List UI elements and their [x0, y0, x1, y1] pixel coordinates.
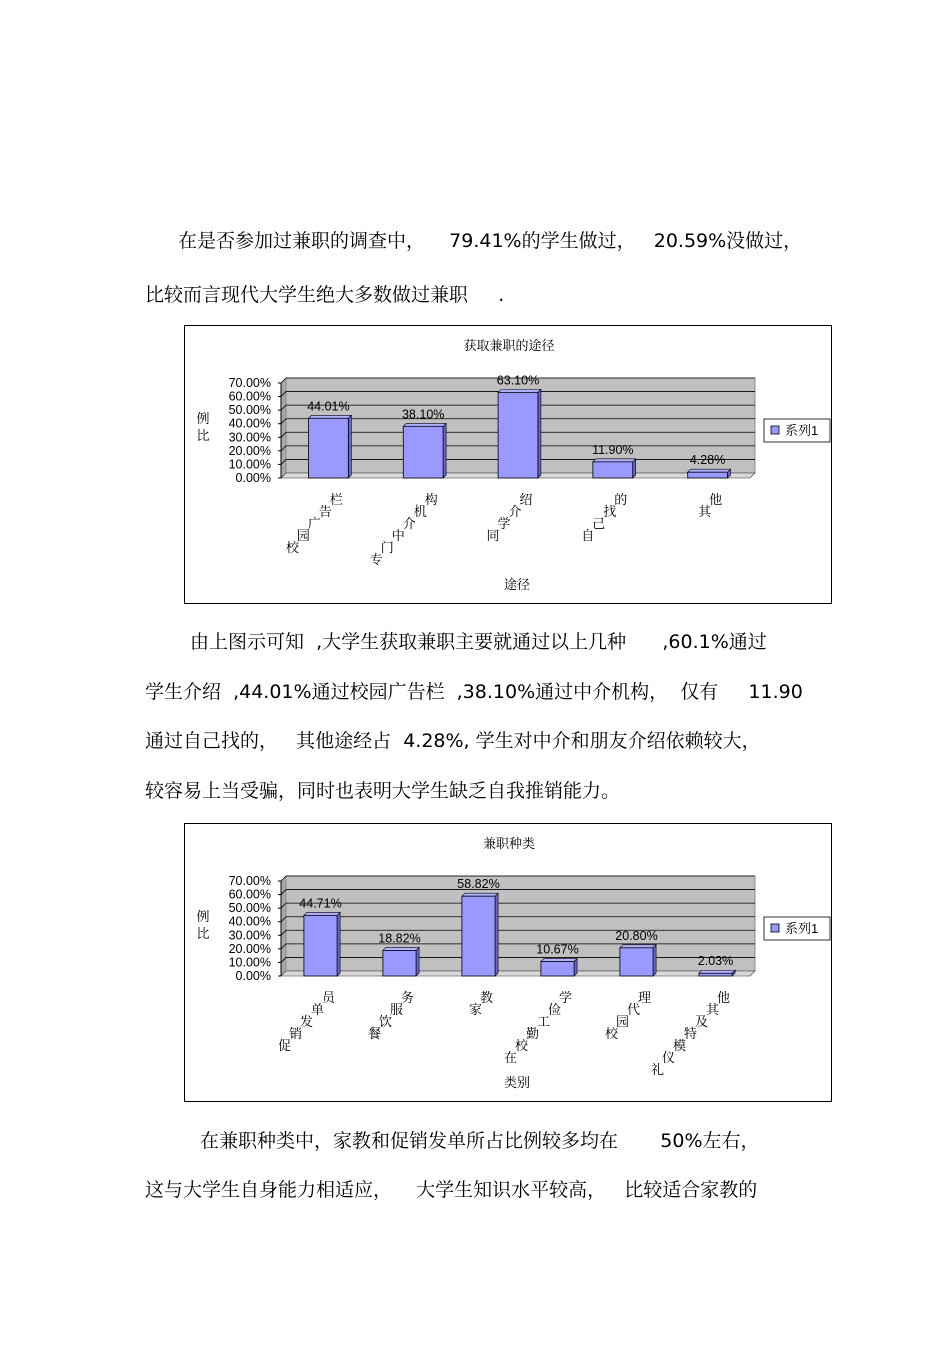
chart0-y-tick-label: 20.00%: [228, 443, 271, 458]
chart0-ylabel-char: 比: [196, 428, 210, 443]
chart0-category-label: 其他: [698, 492, 723, 519]
chart0-data-label: 38.10%: [401, 407, 445, 422]
chart1-xlabel: 类别: [503, 1075, 531, 1090]
chart1-ylabel-char: 比: [196, 926, 210, 941]
chart1-data-label: 2.03%: [697, 954, 734, 969]
chart1-category-label: 在校勤工俭学: [503, 990, 573, 1065]
chart1-bar-top: [383, 947, 419, 950]
chart1-data-label: 18.82%: [378, 931, 421, 946]
paragraph-3-line-2: 这与大学生自身能力相适应， 大学生知识水平较高， 比较适合家教的: [145, 1179, 758, 1201]
chart0-bar: [688, 472, 728, 478]
chart0-title: 获取兼职的途径: [463, 338, 555, 353]
chart1-data-label: 58.82%: [457, 877, 500, 892]
chart1-category-label: 家教: [468, 990, 494, 1017]
paragraph-2-line-4: 较容易上当受骗，同时也表明大学生缺乏自我推销能力。: [145, 780, 621, 802]
chart0-y-tick-label: 40.00%: [228, 416, 271, 431]
chart1-category-label: 餐饮服务: [367, 990, 415, 1041]
chart0-y-tick-label: 10.00%: [228, 457, 271, 472]
chart1-legend-swatch: [771, 924, 779, 932]
chart0-bar-top: [593, 459, 636, 462]
chart1-bar: [620, 948, 653, 976]
paragraph-2-line-2: 学生介绍 ,44.01%通过校园广告栏 ,38.10%通过中介机构， 仅有 11.90: [145, 681, 803, 703]
chart1-category-label: 校园代理: [604, 990, 652, 1041]
chart1-y-tick-label: 0.00%: [235, 969, 271, 983]
chart1-y-tick-label: 50.00%: [228, 901, 271, 916]
chart1-data-label: 44.71%: [299, 896, 342, 911]
chart1-bar-top: [699, 970, 735, 973]
chart0-legend-swatch: [771, 426, 779, 434]
chart1-bar-top: [304, 912, 340, 915]
chart1-bar: [462, 896, 495, 976]
chart1-title: 兼职种类: [482, 836, 536, 851]
chart1-legend: [764, 917, 830, 940]
chart1-category-label: 促销发单员: [277, 990, 336, 1053]
chart1-bar-side: [653, 945, 656, 976]
chart1-y-tick-label: 10.00%: [228, 955, 271, 970]
chart0-category-label: 自己找的: [581, 492, 628, 543]
chart1-y-tick-label: 70.00%: [228, 874, 271, 888]
chart1-bar: [699, 973, 732, 976]
chart1-category-label: 礼仪模特及其他: [650, 990, 731, 1077]
chart0-y-tick-label: 30.00%: [228, 430, 271, 445]
chart1-y-tick-label: 30.00%: [228, 928, 271, 943]
chart0-data-label: 63.10%: [496, 373, 540, 388]
chart0-bar-top: [403, 423, 446, 426]
chart0-legend: [764, 419, 830, 442]
chart0-xlabel: 途径: [503, 577, 531, 592]
chart1-bar-side: [337, 912, 340, 976]
chart1-bar-top: [462, 893, 498, 896]
chart0-bar-side: [443, 423, 446, 478]
paragraph-2-line-3: 通过自己找的， 其他途经占 4.28%, 学生对中介和朋友介绍依赖较大，: [145, 730, 761, 752]
chart1-floor: [281, 971, 755, 976]
chart1-y-tick-label: 40.00%: [228, 914, 271, 929]
chart-job-channels-svg: [185, 326, 833, 605]
chart0-bar-top: [308, 415, 351, 418]
chart0-bar: [308, 418, 348, 478]
chart1-bar: [304, 915, 337, 976]
chart0-y-tick-label: 50.00%: [228, 403, 271, 418]
chart0-bar: [498, 392, 538, 478]
chart1-data-label: 10.67%: [536, 942, 579, 957]
chart-job-types: [184, 823, 832, 1102]
chart0-category-label: 专门中介机构: [369, 492, 438, 567]
chart0-y-tick-label: 70.00%: [228, 376, 271, 390]
chart1-bar-side: [495, 893, 498, 976]
chart0-category-label: 同学介绍: [486, 492, 533, 543]
chart1-legend-label: 系列1: [785, 921, 819, 936]
chart1-bar-top: [541, 959, 577, 962]
chart0-y-tick-label: 0.00%: [235, 471, 271, 485]
chart0-y-tick-label: 60.00%: [228, 389, 271, 404]
chart0-data-label: 44.01%: [307, 399, 350, 414]
chart0-bar-side: [538, 389, 541, 478]
chart0-bar-top: [688, 469, 731, 472]
chart0-category-label: 校园广告栏: [285, 492, 343, 555]
chart-job-types-svg: [185, 824, 833, 1103]
chart0-bar: [403, 426, 443, 478]
chart1-bar: [541, 962, 574, 976]
chart0-data-label: 4.28%: [689, 453, 726, 468]
chart1-bar: [383, 950, 416, 976]
chart1-y-tick-label: 60.00%: [228, 887, 271, 902]
chart1-ylabel-char: 例: [196, 909, 210, 924]
chart0-bar-side: [348, 415, 351, 478]
chart1-bar-side: [416, 947, 419, 976]
paragraph-1-line-2: 比较而言现代大学生绝大多数做过兼职 .: [145, 284, 505, 306]
chart0-legend-label: 系列1: [785, 423, 819, 438]
chart0-data-label: 11.90%: [592, 442, 634, 457]
paragraph-2-line-1: 由上图示可知 ,大学生获取兼职主要就通过以上几种 ,60.1%通过: [190, 631, 767, 653]
chart-job-channels: [184, 325, 832, 604]
chart1-plot-area: [286, 876, 755, 971]
paragraph-3-line-1: 在兼职种类中，家教和促销发单所占比例较多均在 50%左右，: [200, 1130, 760, 1152]
chart0-bar-top: [498, 389, 541, 392]
chart1-bar-top: [620, 945, 656, 948]
chart0-ylabel-char: 例: [196, 411, 210, 426]
chart0-bar: [593, 462, 633, 478]
chart1-y-tick-label: 20.00%: [228, 941, 271, 956]
paragraph-1-line-1: 在是否参加过兼职的调查中， 79.41%的学生做过， 20.59%没做过，: [178, 230, 803, 252]
chart1-data-label: 20.80%: [615, 928, 658, 943]
